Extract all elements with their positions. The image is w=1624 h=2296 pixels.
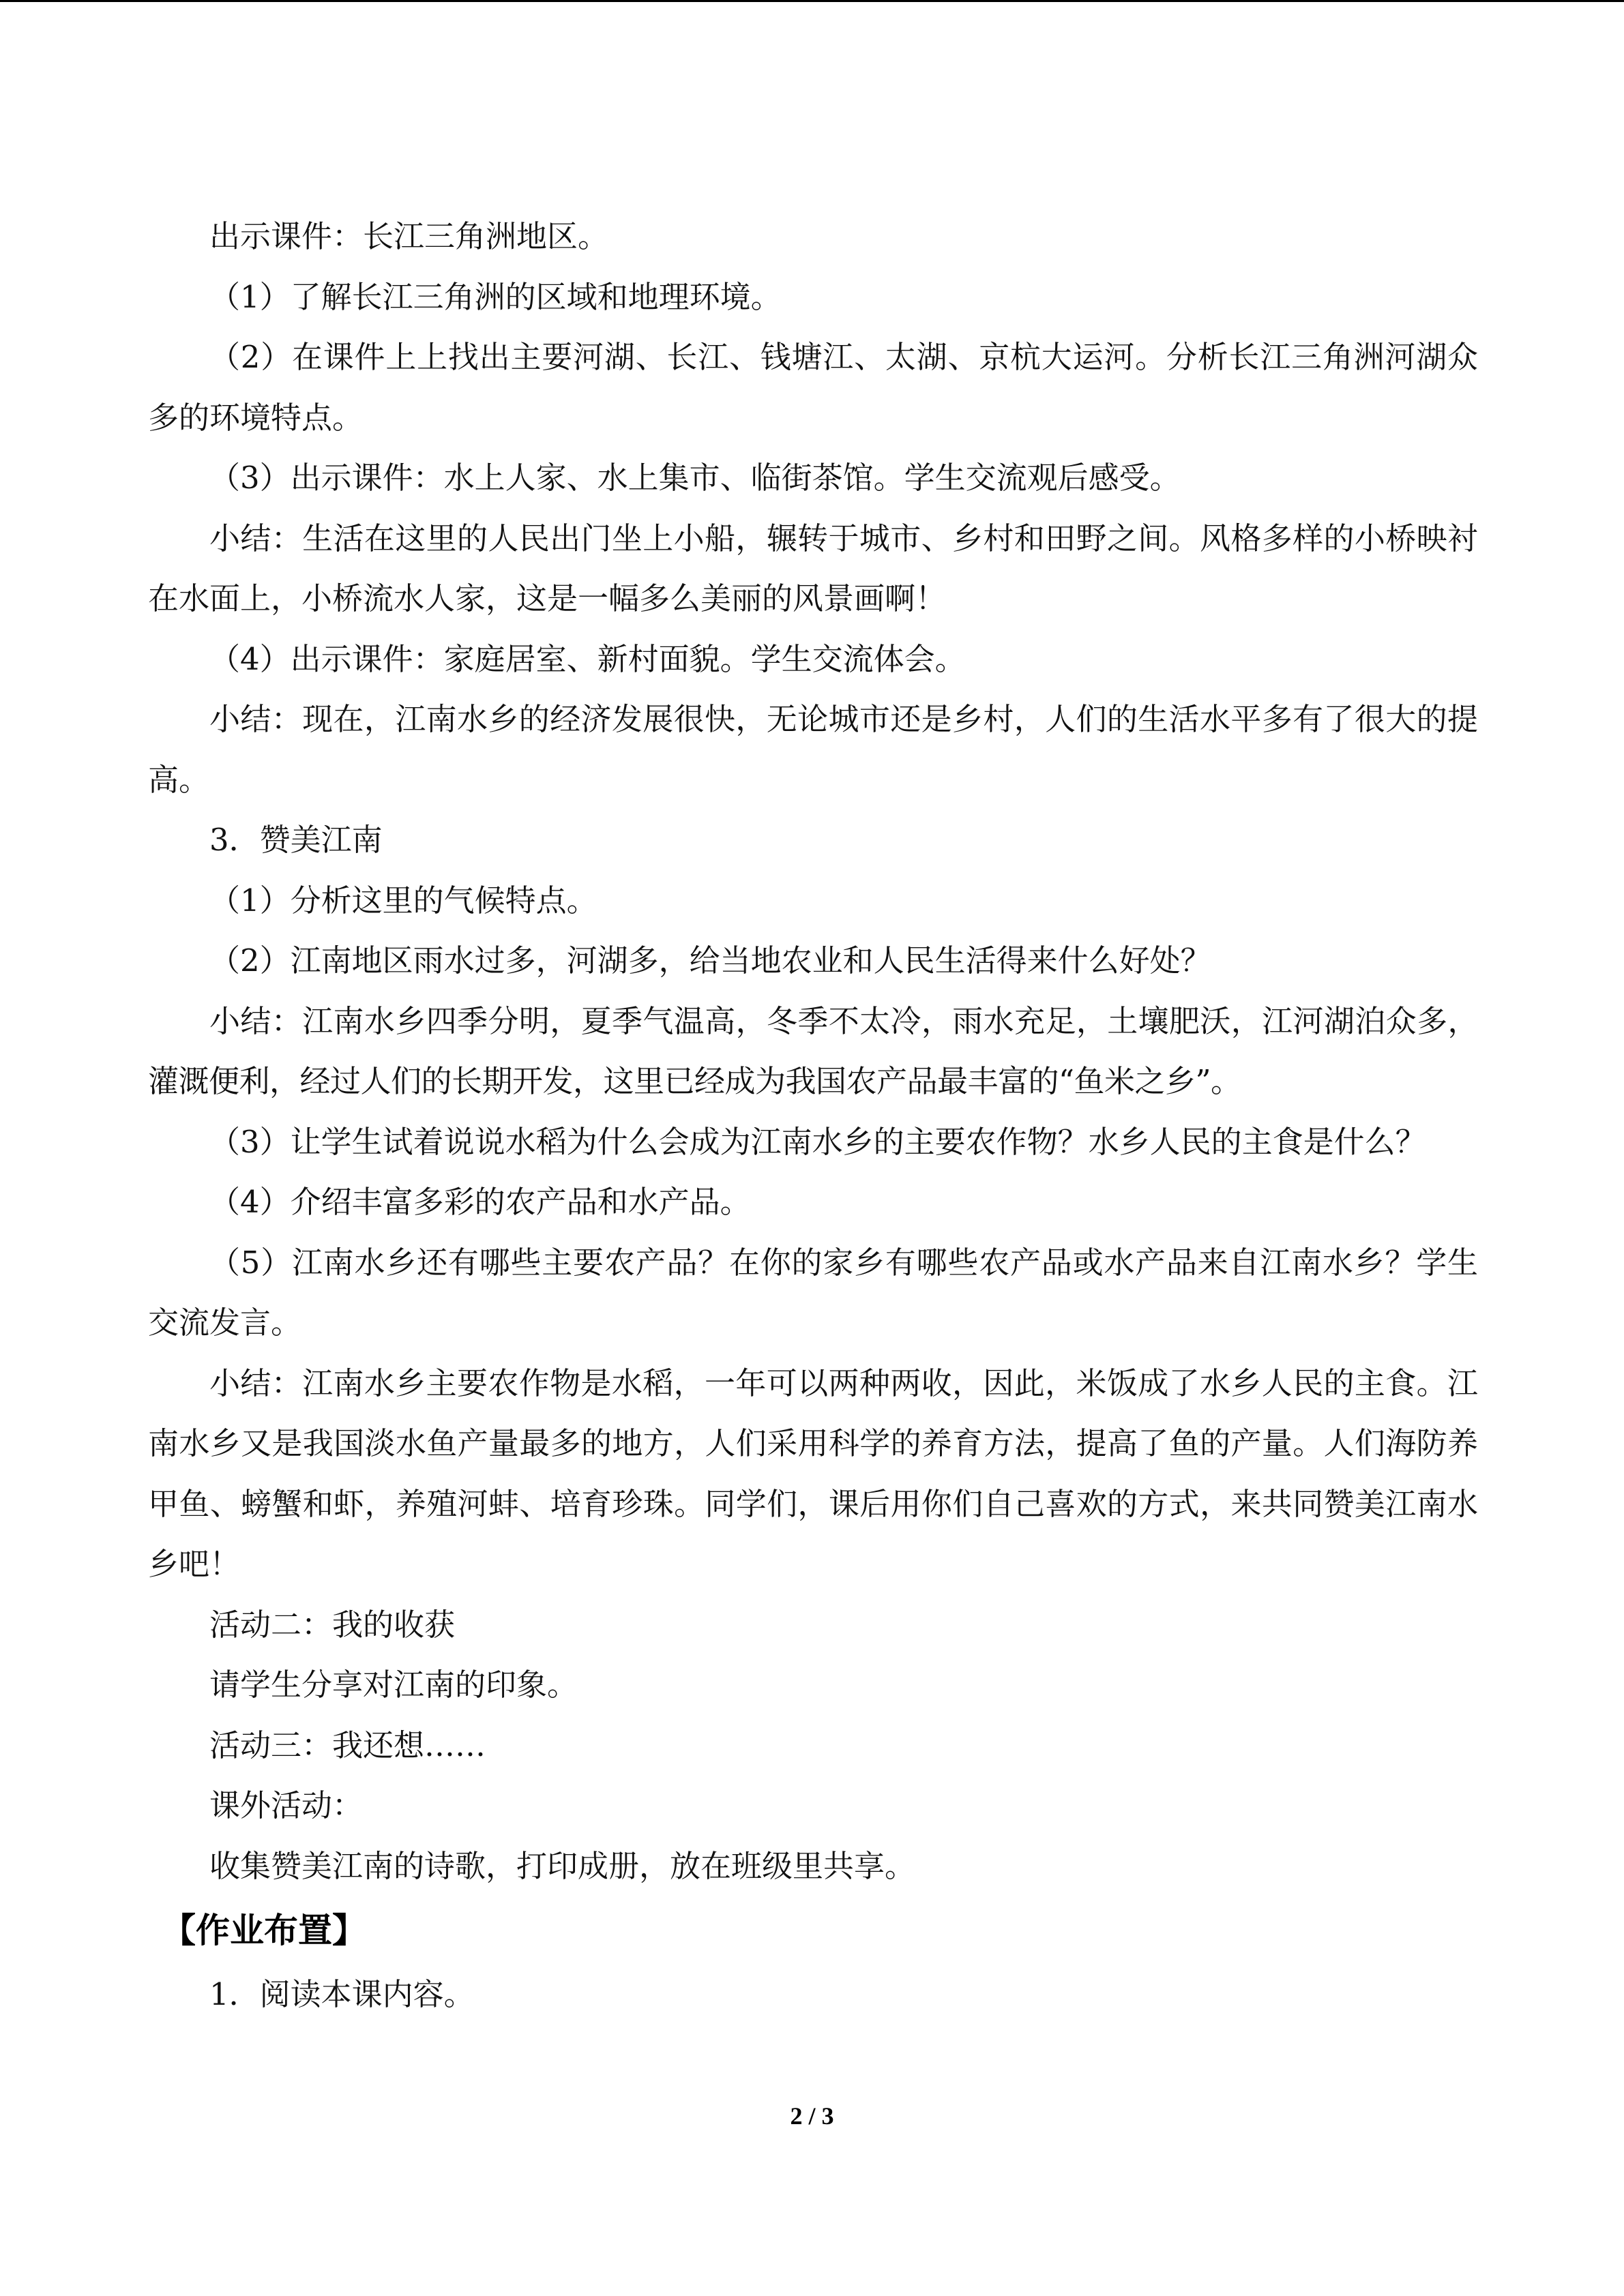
activity-title: 课外活动： [209,1787,364,1823]
summary-paragraph: 小结：生活在这里的人民出门坐上小船，辗转于城市、乡村和田野之间。风格多样的小桥映衬在水面上，小桥流水人家，这是一幅多么美丽的风景画啊！ [148,520,1478,616]
paragraph: 收集赞美江南的诗歌，打印成册，放在班级里共享。 [209,1847,916,1884]
paragraph: （1）了解长江三角洲的区域和地理环境。 [209,278,782,315]
paragraph: 请学生分享对江南的印象。 [209,1667,578,1703]
paragraph: （2）在课件上上找出主要河湖、长江、钱塘江、太湖、京杭大运河。分析长江三角洲河湖众多的环境特点。 [148,339,1478,436]
summary-paragraph: 小结：江南水乡主要农作物是水稻，一年可以两种两收，因此，米饭成了水乡人民的主食。江南水乡又是我国淡水鱼产量最多的地方，人们采用科学的养育方法，提高了鱼的产量。人们海防养甲鱼、螃蟹和虾，养殖河蚌、培育珍珠。同学们，课后用你们自己喜欢的方式，来共同赞美江南水乡吧！ [148,1365,1478,1582]
document-body [148,207,1478,2025]
page-number: 2 / 3 [790,2102,834,2130]
subsection-title: 3．赞美江南 [209,822,383,858]
paragraph: （4）介绍丰富多彩的农产品和水产品。 [209,1184,751,1220]
activity-title: 活动三：我还想…… [209,1727,486,1763]
paragraph: 出示课件：长江三角洲地区。 [209,218,609,254]
paragraph: （1）分析这里的气候特点。 [209,882,597,919]
paragraph: （3）出示课件：水上人家、水上集市、临街茶馆。学生交流观后感受。 [209,460,1181,496]
summary-paragraph: 小结：江南水乡四季分明，夏季气温高，冬季不太冷，雨水充足，土壤肥沃，江河湖泊众多，灌溉便利，经过人们的长期开发，这里已经成为我国农产品最丰富的“鱼米之乡”。 [148,1002,1478,1099]
homework-item: 1．阅读本课内容。 [209,1976,475,2012]
activity-title: 活动二：我的收获 [209,1606,456,1643]
summary-paragraph: 小结：现在，江南水乡的经济发展很快，无论城市还是乡村，人们的生活水平多有了很大的提高。 [148,701,1478,798]
paragraph: （3）让学生试着说说水稻为什么会成为江南水乡的主要农作物？水乡人民的主食是什么？ [209,1123,1426,1160]
homework-heading: 【作业布置】 [162,1911,366,1950]
paragraph: （2）江南地区雨水过多，河湖多，给当地农业和人民生活得来什么好处？ [209,942,1211,979]
top-border-line [0,0,1624,2]
paragraph: （4）出示课件：家庭居室、新村面貌。学生交流体会。 [209,640,966,677]
paragraph: （5）江南水乡还有哪些主要农产品？在你的家乡有哪些农产品或水产品来自江南水乡？学生交流发言。 [148,1244,1478,1341]
